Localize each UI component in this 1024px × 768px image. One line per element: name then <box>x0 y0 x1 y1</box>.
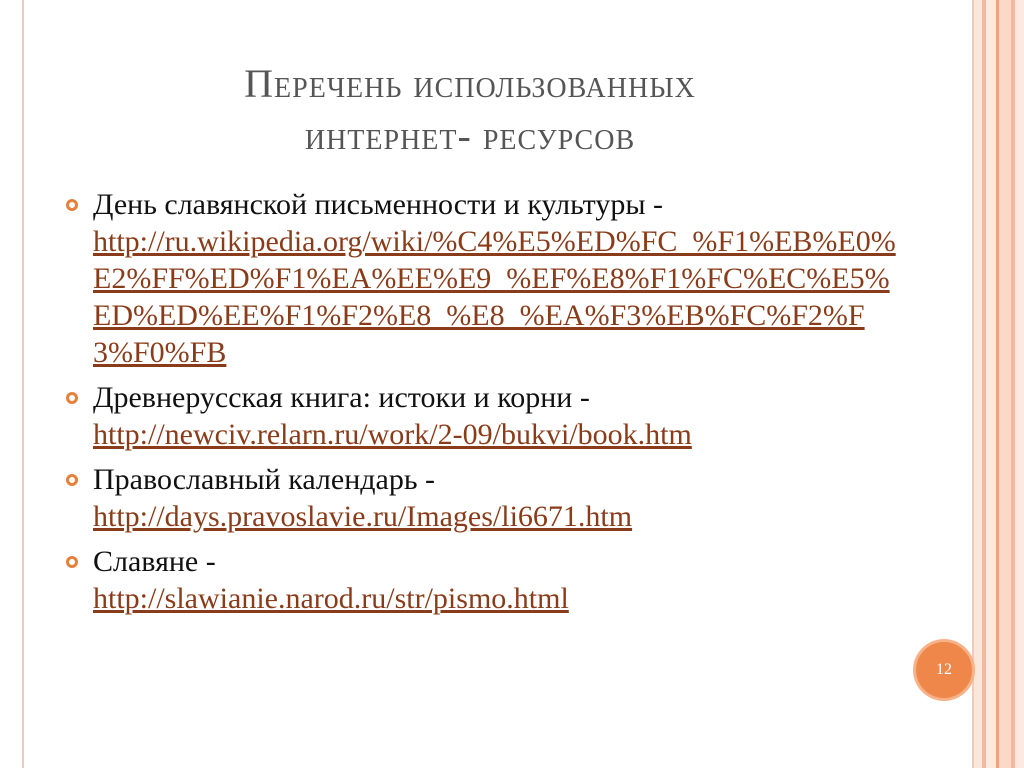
resource-link[interactable]: http://days.pravoslavie.ru/Images/li6671.htm <box>93 500 633 533</box>
bullet-icon <box>66 556 78 568</box>
slide-title-line-2: интернет- ресурсов <box>304 113 636 158</box>
bullet-icon <box>66 199 78 211</box>
resource-label: Славяне - <box>93 545 216 578</box>
bullet-icon <box>66 474 78 486</box>
list-item <box>66 186 896 371</box>
slide-title-line-1: Перечень использованных <box>244 61 696 106</box>
list-item <box>66 461 896 535</box>
resource-link[interactable]: http://slawianie.narod.ru/str/pismo.html <box>93 582 569 615</box>
resource-label: Древнерусская книга: истоки и корни - <box>93 381 590 414</box>
slide-title <box>150 58 790 162</box>
list-item <box>66 379 896 453</box>
resource-link[interactable]: http://newciv.relarn.ru/work/2-09/bukvi/book.htm <box>93 418 692 451</box>
resource-link[interactable]: http://ru.wikipedia.org/wiki/%C4%E5%ED%FC_%F1%EB%E0%E2%FF%ED%F1%EA%EE%E9_%EF%E8%F1%FC%EC%E5%ED%ED%EE%F1%F2%E8_%E8_%EA%F3%EB%FC%F2%F3%F0%FB <box>93 225 896 369</box>
resource-label: Православный календарь - <box>93 463 436 496</box>
decorative-side-stripes <box>974 0 1024 768</box>
resource-list <box>66 186 896 625</box>
page-number-badge <box>916 642 972 698</box>
resource-label: День славянской письменности и культуры - <box>93 188 664 221</box>
bullet-icon <box>66 392 78 404</box>
list-item <box>66 543 896 617</box>
page-number: 12 <box>936 661 952 678</box>
